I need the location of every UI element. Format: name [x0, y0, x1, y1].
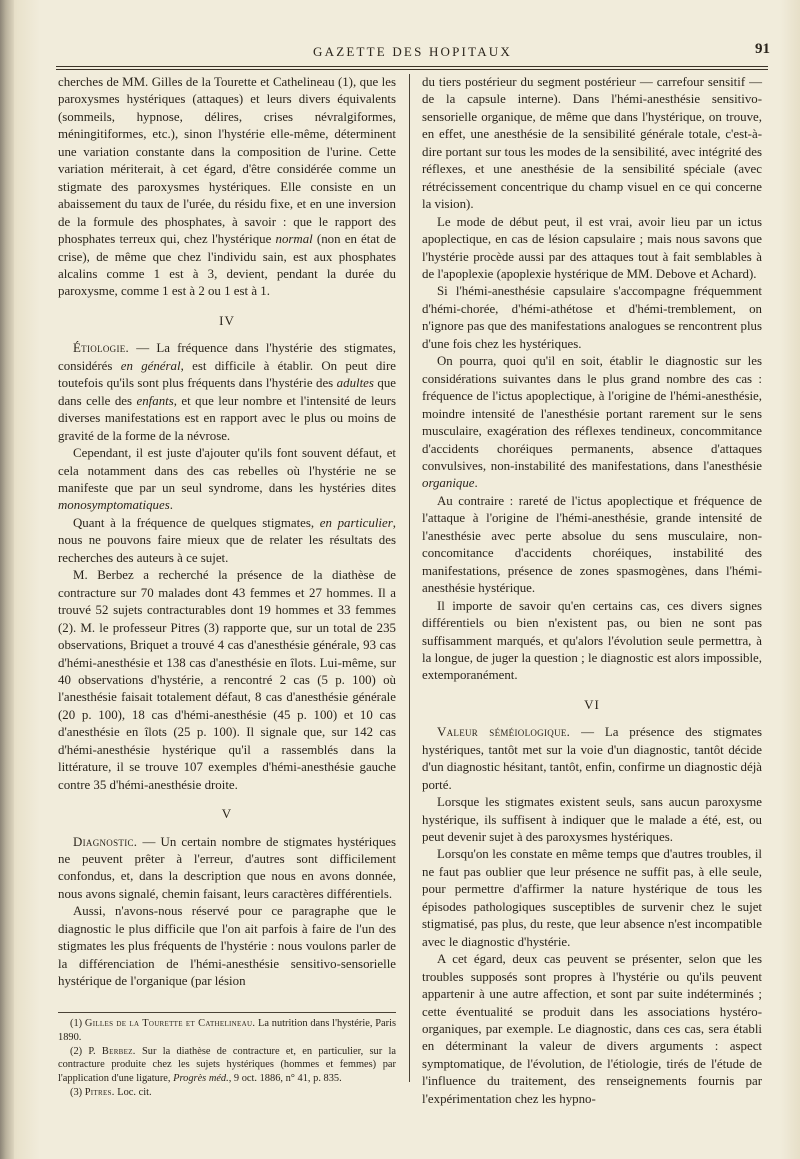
footnotes: [58, 1012, 396, 1100]
footnote-1: [58, 1017, 396, 1045]
column-divider: [409, 74, 410, 1082]
footnote-journal: Progrès méd.: [173, 1073, 229, 1085]
paragraph-text: — La fréquence dans l'hystérie des stigmates, considérés: [58, 341, 396, 373]
footnote-author: Berbez.: [101, 1045, 136, 1057]
section-number-vi: VI: [584, 696, 600, 712]
emphasis-text: normal: [275, 232, 313, 247]
paragraph: A cet égard, deux cas peuvent se présenter, selon que les troubles supposés sont propres à l'hystérie ou qu'ils peuvent appartenir à une autre affection, et sont par suite indéterminés ; cette éventualité se produit dans les associations hystéro-organiques, par exemple. Le diagnostic, dans ces cas, sera établi en déterminant la valeur de divers arguments : aspect symptomatique, de l'évolution, de l'étiologie, tirés de l'étude de l'influence du traitement, des renseignements fournis par l'expérimentation chez les hypno-: [422, 952, 762, 1106]
paragraph-text: — La présence des stigmates hystériques, tantôt met sur la voie d'un diagnostic, tantôt décide d'un diagnostic hésitant, tantôt, enfin, confirme un diagnostic déjà porté.: [422, 725, 763, 792]
paragraph: Lorsque les stigmates existent seuls, sans aucun paroxysme hystérique, ils suffisent à indiquer que le malade a été, est, ou peut devenir sujet à des paroxysmes hystériques.: [422, 795, 762, 845]
page-header: [55, 40, 770, 62]
paragraph: Lorsqu'on les constate en même temps que d'autres troubles, il ne faut pas oublier que leur présence ne suffit pas, à elle seule, pour permettre d'affirmer la nature hystérique de tous les épisodes pathologiques susceptibles de survenir chez le sujet stigmatisé, pas plus, du reste, que leur absence n'est incompatible avec le diagnostic d'hystérie.: [422, 847, 762, 949]
footnote-text: La nutrition dans l'hystérie, Paris 1890.: [58, 1018, 396, 1043]
footnote-marker: (1): [70, 1018, 85, 1029]
emphasis-text: en particulier: [319, 515, 393, 530]
paragraph-text: que dans celle des: [58, 376, 396, 408]
footnote-text: , 9 oct. 1886, n° 41, p. 835.: [228, 1073, 342, 1085]
footnote-2: [58, 1045, 396, 1086]
paragraph-text: — Un certain nombre de stigmates hystériques ne peuvent prêter à l'erreur, d'autres sont difficilement confondus, et, dans la description que nous en avons donnée, nous avons signalé, chemin faisant, leurs caractères différentiels.: [58, 834, 396, 901]
paragraph-diagnostic: [58, 834, 396, 904]
paragraph-text: .: [474, 476, 478, 491]
section-number-iv: IV: [219, 312, 235, 328]
left-column: [58, 74, 396, 991]
paragraph-text: Cependant, il est juste d'ajouter qu'ils font souvent défaut, et cela notamment dans des cas rebelles où l'hystérie ne se manifeste que par un seul syndrome, dans les hystéries dites: [58, 446, 396, 495]
paragraph-text: cherches de MM. Gilles de la Tourette et Cathelineau (1), que les paroxysmes hystériques (attaques) et leurs divers équivalents (sommeils, hypnose, délires, crises névralgiformes, méningitiformes, etc.), sinon l'hystérie elle-même, déterminent une variation constante dans la composition de l'urine. Cette variation mériterait, à cet égard, d'être considérée comme un stigmate des paroxysmes hystériques. Elle consiste en un abaissement du taux de l'urée, du résidu fixe, et en une inversion de la formule des phosphates, à savoir : que le rapport des phosphates terreux qui, chez l'hystérique: [58, 75, 396, 247]
footnote-author: Pitres.: [84, 1086, 115, 1098]
header-double-rule: [56, 66, 768, 70]
paragraph-text: (non en état de crise), de même que chez l'individu sain, est aux phosphates alcalins comme 1 est à 3, devient, pendant la durée du paroxysme, comme 1 est à 2 ou 1 est à 1.: [58, 232, 396, 299]
paragraph-text: , est difficile à établir. On peut dire toutefois qu'ils sont plus fréquents dans l'hystérie des: [58, 358, 396, 391]
paragraph: [58, 74, 396, 301]
running-title: GAZETTE DES HOPITAUX: [313, 44, 512, 59]
paragraph: [58, 515, 396, 567]
emphasis-text: en général: [120, 358, 181, 373]
emphasis-text: monosymptomatiques: [58, 498, 170, 513]
footnote-marker: (3): [70, 1086, 85, 1098]
footnote-text: Loc. cit.: [114, 1086, 152, 1098]
paragraph: du tiers postérieur du segment postérieur — carrefour sensitif — de la capsule interne). Dans l'hémi-anesthésie sensitivo-sensorielle organique, de même que dans l'hystérique, on trouve, en effet, une anesthésie de la sensibilité générale totale, c'est-à-dire portant sur tous les modes de la sensibilité, avec intégrité des réflexes, et une anesthésie de la sensibilité spéciale (avec rétrécissement concentrique du champ visuel en ce qui concerne la vision).: [422, 75, 762, 212]
paragraph: Il importe de savoir qu'en certains cas, ces divers signes différentiels ou bien n'existent pas, ou bien ne sont pas suffisamment marqués, et qu'alors l'évolution seule permettra, à la longue, de juger la question ; le diagnostic est alors impossible, extemporanément.: [422, 598, 762, 683]
section-heading: Valeur séméiologique.: [437, 725, 571, 740]
paragraph-text: On pourra, quoi qu'il en soit, établir le diagnostic sur les considérations suivantes dans le plus grand nombre des cas : fréquence de l'ictus apoplectique, à l'origine de l'hémi-anesthésie, moindre intensité de l'anesthésie portant rarement sur le sens musculaire, exagération des réflexes tendineux, concommitance d'accidents choréiques permanents, absence d'attaques convulsives, non-instabilité des manifestations, dans l'anesthésie: [422, 354, 762, 473]
paragraph: [422, 353, 762, 493]
paragraph-valeur: [422, 724, 762, 794]
footnote-text: Sur la diathèse de contracture et, en particulier, sur la contracture produite chez les sujets hystériques (hommes et femmes) par l'application d'une ligature,: [58, 1045, 396, 1085]
paragraph-text: Quant à la fréquence de quelques stigmates,: [73, 515, 320, 530]
paragraph-text: , et que leur nombre et l'intensité de leurs diverses manifestations est en rapport avec le plus ou moins de gravité de la forme de la névrose.: [58, 393, 397, 443]
emphasis-text: enfants: [136, 393, 174, 408]
section-heading: Diagnostic.: [73, 834, 138, 849]
paragraph: Si l'hémi-anesthésie capsulaire s'accompagne fréquemment d'hémi-chorée, d'hémi-athétose et d'hémi-tremblement, on n'ignore pas que des manifestations analogues se rencontrent plus d'une fois chez les hystériques.: [422, 284, 762, 351]
page-number: 91: [755, 41, 770, 57]
paragraph: [58, 445, 396, 515]
paragraph-text: .: [169, 498, 173, 513]
paragraph: Au contraire : rareté de l'ictus apoplectique et fréquence de l'attaque à l'origine de l'hémi-anesthésie, grande intensité de l'anesthésie avec perte absolue du sens musculaire, non-concomitance d'accidents choréiques, instabilité des manifestations, présence de zones spasmogènes, dans l'hémi-anesthésie hystérique.: [422, 493, 762, 596]
page-binding-edge: [0, 0, 14, 1159]
paragraph-etiologie: [58, 340, 396, 445]
paragraph: Aussi, n'avons-nous réservé pour ce paragraphe que le diagnostic le plus difficile que l'on ait parfois à faire de l'un des stigmates les plus fréquents de l'hystérie : nous voulons parler de la différenciation de l'hémi-anesthésie sensitivo-sensorielle hystérique de l'organique (par lésion: [58, 904, 396, 989]
paragraph-text: , nous ne pouvons faire mieux que de relater les résultats des recherches des auteurs à ce sujet.: [58, 515, 396, 565]
section-heading: Étiologie.: [73, 341, 130, 356]
section-number-v: V: [221, 806, 233, 822]
paragraph: Le mode de début peut, il est vrai, avoir lieu par un ictus apoplectique, en cas de lésion capsulaire ; mais nous savons que l'hystérie procède aussi par des attaques tout à fait semblables à de l'apoplexie (apoplexie hystérique de MM. Debove et Achard).: [422, 214, 762, 281]
footnote-3: [58, 1086, 396, 1100]
right-column: [422, 74, 762, 1108]
paragraph: M. Berbez a recherché la présence de la diathèse de contracture sur 70 malades dont 43 femmes et 27 hommes. Il a trouvé 52 sujets contracturables dont 19 hommes et 33 femmes (2). M. le professeur Pitres (3) rapporte que, sur un total de 235 observations, Briquet a trouvé 4 cas d'anesthésie générale, 93 cas d'hémi-anesthésie et 138 cas d'anesthésie en îlots. Lui-même, sur 40 observations d'hystérie, a rencontré 2 cas (5 p. 100) où l'anesthésie faisait totalement défaut, 8 cas d'anesthésie générale (20 p. 100), 18 cas d'hémi-anesthésie (45 p. 100) et 10 cas d'anesthésie en îlots (25 p. 100). Il signale que, sur 142 cas d'hémi-anesthésie hystérique qu'il a rassemblés dans la littérature, il se trouve 107 exemples d'hémi-anesthésie gauche contre 35 d'hémi-anesthésie droite.: [58, 568, 396, 792]
footnote-marker: (2) P.: [70, 1045, 102, 1057]
footnote-author: Gilles de la Tourette et Cathelineau.: [84, 1018, 256, 1029]
emphasis-text: organique: [422, 476, 475, 491]
emphasis-text: adultes: [336, 376, 374, 391]
